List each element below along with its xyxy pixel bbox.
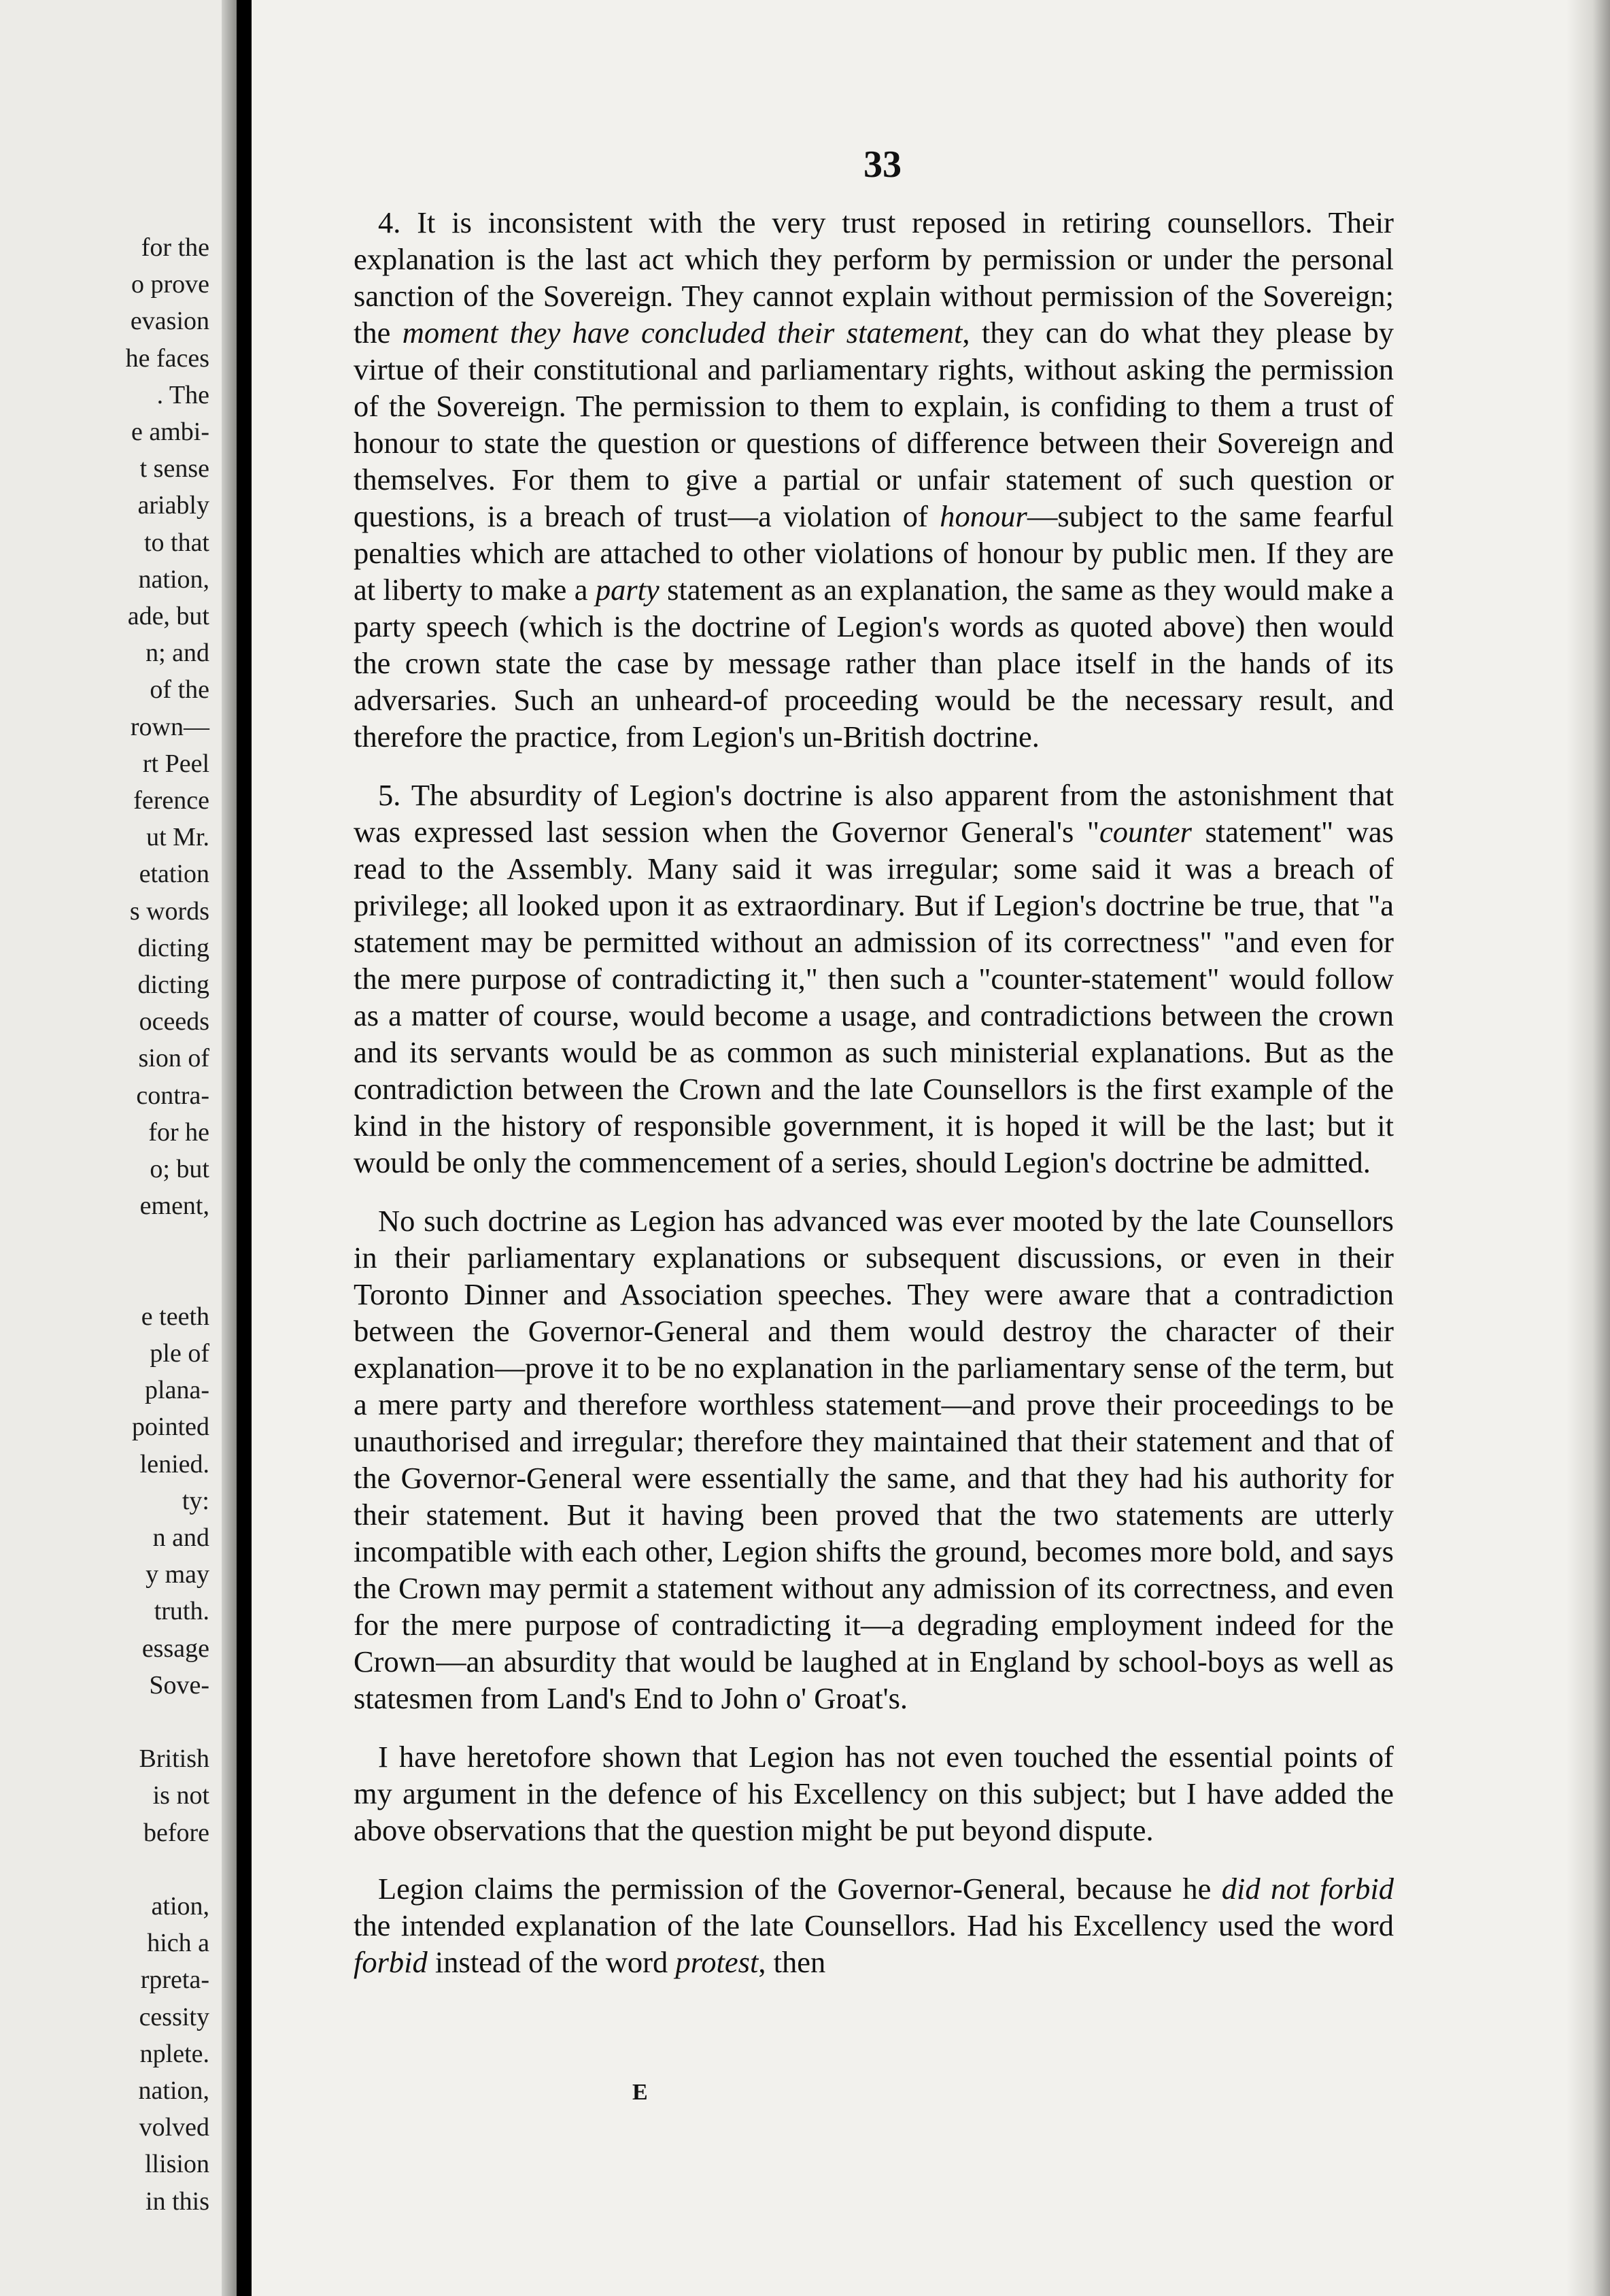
facing-page-fragment: nation,: [138, 2076, 209, 2105]
italic-text: forbid: [354, 1945, 428, 1979]
facing-page-fragment: rt Peel: [142, 749, 209, 778]
paragraph: [354, 777, 1394, 1181]
facing-page-fragment: ade, but: [127, 602, 209, 630]
facing-page-fragment: e ambi-: [131, 418, 209, 446]
facing-page-spine-shadow: [222, 0, 237, 2296]
facing-page-fragment: ty:: [182, 1487, 209, 1515]
text-run: I have heretofore shown that Legion has not even touched the essential points of my argument in the defence of his Excellency on this subject; but I have added the above observations that the question might be put beyond dispute.: [354, 1740, 1394, 1847]
facing-page-fragment: rpreta-: [140, 1965, 209, 1994]
facing-page-fragment: ariably: [137, 491, 209, 520]
facing-page-fragment: in this: [145, 2187, 209, 2216]
text-run: the intended explanation of the late Counsellors. Had his Excellency used the word: [354, 1908, 1394, 1942]
facing-page-fragment: oceeds: [139, 1007, 209, 1036]
facing-page-fragment: hich a: [147, 1929, 209, 1957]
italic-text: party: [595, 573, 660, 607]
facing-page: [0, 0, 237, 2296]
facing-page-fragment: lenied.: [139, 1450, 209, 1479]
text-run: Legion claims the permission of the Governor-General, because he: [378, 1872, 1222, 1906]
facing-page-fragment: nation,: [138, 565, 209, 594]
facing-page-fragment: t sense: [139, 454, 209, 483]
italic-text: moment they have concluded their statement: [402, 316, 963, 350]
facing-page-fragment: essage: [141, 1634, 209, 1663]
paragraph: [354, 1738, 1394, 1848]
facing-page-fragment: y may: [145, 1560, 209, 1589]
signature-mark: E: [632, 2080, 648, 2105]
facing-page-fragment: truth.: [154, 1597, 209, 1625]
facing-page-fragment: ation,: [151, 1892, 209, 1921]
facing-page-fragment: ple of: [150, 1339, 209, 1368]
facing-page-fragment: n and: [152, 1523, 209, 1552]
facing-page-fragment: rown—: [130, 713, 209, 741]
text-run: statement" was read to the Assembly. Many said it was irregular; some said it was a breach of privilege; all looked upon it as extraordinary. But if Legion's doctrine be true, that "a statement may be permitted without an admission of its correctness" "and even for the mere purpose of contradicting it," then such a "counter-statement" would follow as a matter of course, would become a usage, and contradictions between the crown and its servants would be as common as such ministerial explanations. But as the contradiction between the Crown and the late Counsellors is the first example of the kind in the history of responsible government, it is hoped it will be the last; but it would be only the commencement of a series, should Legion's doctrine be admitted.: [354, 815, 1394, 1179]
facing-page-fragment: . The: [156, 381, 209, 409]
facing-page-fragment: llision: [144, 2150, 209, 2178]
facing-page-fragment: of the: [150, 675, 209, 704]
facing-page-fragment: ference: [133, 786, 209, 815]
facing-page-fragment: sion of: [138, 1044, 209, 1073]
italic-text: counter: [1099, 815, 1192, 849]
body-text: [354, 204, 1394, 1980]
facing-page-fragment: dicting: [137, 970, 209, 999]
facing-page-fragment: before: [143, 1819, 209, 1847]
text-run: statement as an explanation, the same as they would make a party speech (which is the doctrine of Legion's words as quoted above) then would the crown state the case by message rather than place itself in the hands of its adversaries. Such an unheard-of proceeding would be the necessary result, and therefore the practice, from Legion's un-British doctrine.: [354, 573, 1394, 754]
page-number: 33: [863, 144, 902, 186]
facing-page-fragment: nplete.: [139, 2040, 209, 2068]
facing-page-fragment: plana-: [145, 1376, 209, 1404]
italic-text: honour: [940, 499, 1027, 533]
facing-page-fragment: dicting: [137, 934, 209, 962]
facing-page-fragment: evasion: [130, 307, 209, 335]
facing-page-fragment: ement,: [139, 1192, 209, 1220]
document-page: [252, 0, 1610, 2296]
facing-page-fragment: n; and: [145, 639, 209, 667]
text-run: , they can do what they please by virtue of their constitutional and parliamentary rights, without asking the permission of the Sovereign. The permission to them to explain, is confiding to them a trust of honour to state the question or questions of difference between their Sovereign and themselves. For them to give a partial or unfair statement of such question or questions, is a breach of trust—a violation of: [354, 316, 1394, 533]
facing-page-fragment: Sove-: [149, 1671, 209, 1700]
facing-page-fragment: s words: [129, 897, 209, 926]
italic-text: did not forbid: [1221, 1872, 1394, 1906]
text-run: , then: [758, 1945, 826, 1979]
text-run: 4. It is inconsistent with the very trust reposed in retiring counsellors. Their explanation is the last act which they perform by permission or under the personal sanction of the Sovereign. They cannot explain without permission of the Sovereign; the: [354, 205, 1394, 350]
italic-text: protest: [675, 1945, 759, 1979]
facing-page-fragment: he faces: [125, 344, 209, 373]
text-run: 5. The absurdity of Legion's doctrine is also apparent from the astonishment that was expressed last session when the Governor General's ": [354, 778, 1394, 849]
page-edge-shadow: [1566, 0, 1610, 2296]
text-run: No such doctrine as Legion has advanced was ever mooted by the late Counsellors in their parliamentary explanations or subsequent discussions, or even in their Toronto Dinner and Association speeches. They were aware that a contradiction between the Governor-General and them would destroy the character of their explanation—prove it to be no explanation in the parliamentary sense of the term, but a mere party and therefore worthless statement—and prove their proceedings to be unauthorised and irregular; therefore they maintained that their statement and that of the Governor-General were essentially the same, and that they had his authority for their statement. But it having been proved that the two statements are utterly incompatible with each other, Legion shifts the ground, becomes more bold, and says the Crown may permit a statement without any admission of its correctness, and even for the mere purpose of contradicting it—a degrading employment indeed for the Crown—an absurdity that would be laughed at in England by school-boys as well as statesmen from Land's End to John o' Groat's.: [354, 1204, 1394, 1715]
facing-page-fragment: cessity: [139, 2003, 209, 2031]
facing-page-fragment: British: [139, 1744, 209, 1773]
facing-page-fragment: for he: [148, 1118, 209, 1147]
facing-page-fragment: o prove: [131, 270, 209, 299]
book-gutter: [237, 0, 252, 2296]
text-run: —subject to the same fearful penalties which are attached to other violations of honour by public men. If they are at liberty to make a: [354, 499, 1394, 607]
facing-page-fragment: to that: [143, 528, 209, 557]
facing-page-fragment: for the: [141, 233, 209, 262]
paragraph: [354, 204, 1394, 755]
facing-page-fragment: is not: [152, 1781, 209, 1810]
facing-page-fragment: e teeth: [141, 1302, 209, 1331]
paragraph: [354, 1870, 1394, 1980]
facing-page-fragment: pointed: [132, 1413, 209, 1441]
paragraph: [354, 1202, 1394, 1717]
facing-page-fragment: ut Mr.: [146, 823, 209, 851]
facing-page-fragment: etation: [139, 860, 209, 888]
facing-page-fragment: o; but: [150, 1155, 209, 1183]
facing-page-fragment: volved: [139, 2113, 209, 2142]
text-run: instead of the word: [427, 1945, 676, 1979]
facing-page-fragment: contra-: [136, 1081, 209, 1110]
